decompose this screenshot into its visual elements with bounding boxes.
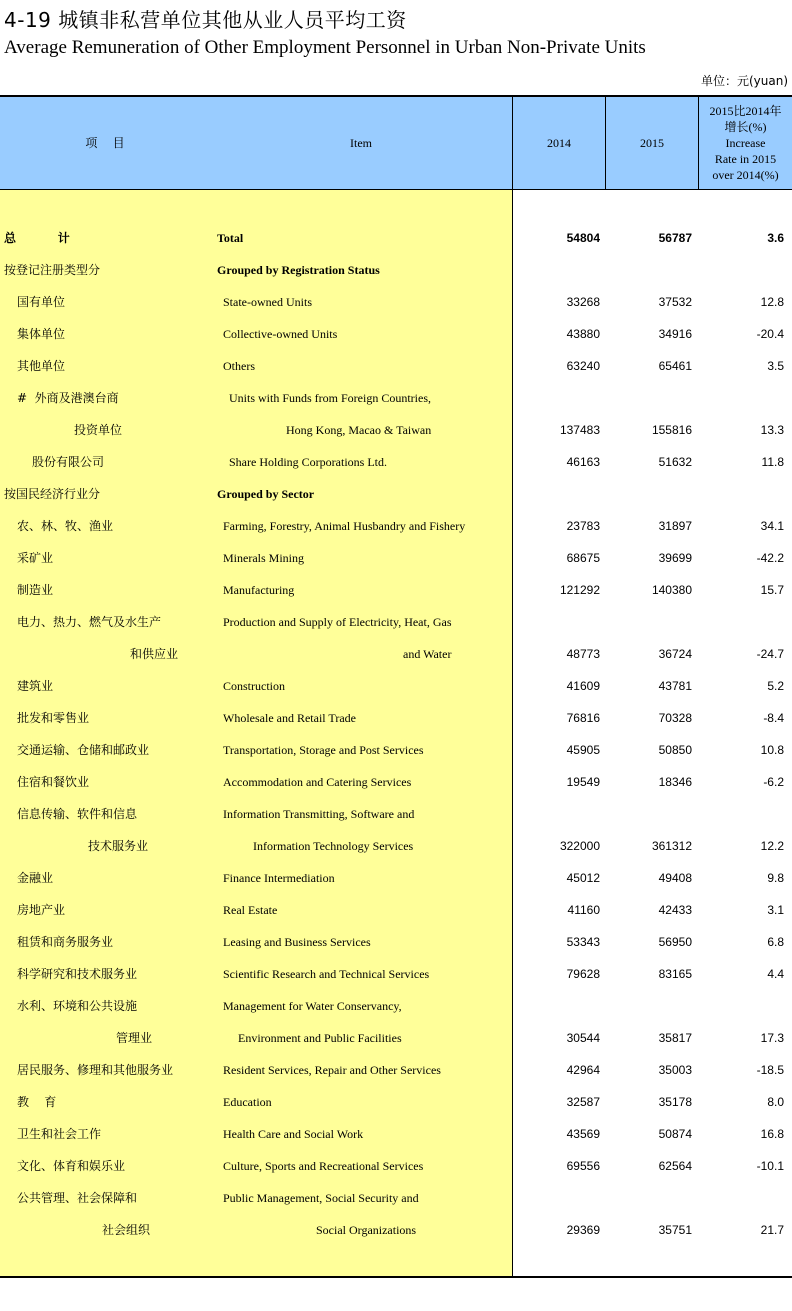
row-label-cn: 股份有限公司 xyxy=(32,455,105,469)
row-label-en: Manufacturing xyxy=(223,583,295,597)
row-label-en: State-owned Units xyxy=(223,295,312,309)
row-label-en: Others xyxy=(223,359,255,373)
row-label-en: Public Management, Social Security and xyxy=(223,1191,419,1205)
value-growth: -6.2 xyxy=(763,775,784,789)
row-label-en: Culture, Sports and Recreational Services xyxy=(223,1159,424,1173)
header-2014: 2014 xyxy=(547,136,571,150)
value-2015: 50874 xyxy=(658,1127,692,1141)
value-2014: 42964 xyxy=(566,1063,600,1077)
row-label-cn: 科学研究和技术服务业 xyxy=(17,967,138,981)
value-growth: -18.5 xyxy=(756,1063,784,1077)
value-2015: 42433 xyxy=(658,903,692,917)
table-row xyxy=(0,382,792,414)
row-label-en: Units with Funds from Foreign Countries, xyxy=(229,391,432,405)
value-growth: 9.8 xyxy=(767,871,784,885)
row-label-en: Leasing and Business Services xyxy=(223,935,371,949)
table-row xyxy=(0,574,792,606)
header-growth-line5: over 2014(%) xyxy=(712,168,779,182)
value-2015: 50850 xyxy=(658,743,692,757)
value-2014: 32587 xyxy=(566,1095,600,1109)
row-label-cn: 水利、环境和公共设施 xyxy=(17,999,138,1013)
value-2014: 137483 xyxy=(559,423,600,437)
table-row xyxy=(0,446,792,478)
table-row xyxy=(0,542,792,574)
table-header xyxy=(0,97,792,190)
table-row xyxy=(0,894,792,926)
row-label-cn: 信息传输、软件和信息 xyxy=(17,807,138,821)
table-row xyxy=(0,766,792,798)
table-row xyxy=(0,670,792,702)
table-row xyxy=(0,1054,792,1086)
value-2015: 140380 xyxy=(651,583,692,597)
value-2014: 121292 xyxy=(559,583,600,597)
value-2015: 56787 xyxy=(658,231,692,245)
value-2015: 49408 xyxy=(658,871,692,885)
value-2014: 19549 xyxy=(566,775,600,789)
value-growth: 17.3 xyxy=(760,1031,784,1045)
value-2014: 33268 xyxy=(566,295,600,309)
table-row xyxy=(0,862,792,894)
value-2015: 39699 xyxy=(658,551,692,565)
value-2015: 35178 xyxy=(658,1095,692,1109)
value-growth: 12.8 xyxy=(760,295,784,309)
row-label-cn: 公共管理、社会保障和 xyxy=(17,1191,138,1205)
bottom-rule xyxy=(0,1276,792,1278)
value-2015: 31897 xyxy=(658,519,692,533)
value-2014: 45905 xyxy=(566,743,600,757)
table-row xyxy=(0,926,792,958)
value-2014: 54804 xyxy=(566,231,600,245)
row-label-en: Real Estate xyxy=(223,903,278,917)
value-growth: -24.7 xyxy=(756,647,784,661)
value-2014: 69556 xyxy=(566,1159,600,1173)
row-label-cn: 社会组织 xyxy=(102,1223,151,1237)
value-growth: -20.4 xyxy=(756,327,784,341)
value-2014: 48773 xyxy=(566,647,600,661)
row-label-cn: 批发和零售业 xyxy=(17,711,90,725)
value-2015: 65461 xyxy=(658,359,692,373)
value-2014: 322000 xyxy=(559,839,600,853)
table-row xyxy=(0,318,792,350)
value-growth: 34.1 xyxy=(760,519,784,533)
value-growth: -42.2 xyxy=(756,551,784,565)
row-label-en: and Water xyxy=(403,647,452,661)
row-label-en: Information Technology Services xyxy=(253,839,414,853)
header-growth-line1: 2015比2014年 xyxy=(709,104,782,118)
row-label-en: Management for Water Conservancy, xyxy=(223,999,402,1013)
value-2015: 62564 xyxy=(658,1159,692,1173)
value-2015: 37532 xyxy=(658,295,692,309)
value-2015: 43781 xyxy=(658,679,692,693)
value-growth: 4.4 xyxy=(767,967,784,981)
table-row xyxy=(0,958,792,990)
value-growth: 3.1 xyxy=(767,903,784,917)
row-label-en: Transportation, Storage and Post Services xyxy=(223,743,424,757)
table-row xyxy=(0,990,792,1022)
header-item-en: Item xyxy=(350,136,372,150)
value-2015: 83165 xyxy=(658,967,692,981)
value-2015: 51632 xyxy=(658,455,692,469)
value-growth: 13.3 xyxy=(760,423,784,437)
header-growth-line3: Increase xyxy=(725,136,766,150)
value-2014: 68675 xyxy=(566,551,600,565)
value-growth: -10.1 xyxy=(756,1159,784,1173)
row-label-cn: 居民服务、修理和其他服务业 xyxy=(17,1063,174,1077)
value-2014: 79628 xyxy=(566,967,600,981)
row-label-cn: 卫生和社会工作 xyxy=(17,1127,102,1141)
row-label-cn: 制造业 xyxy=(17,583,54,597)
row-label-en: Social Organizations xyxy=(316,1223,417,1237)
table-title-chinese: 4-19 城镇非私营单位其他从业人员平均工资 xyxy=(4,8,407,32)
value-growth: 12.2 xyxy=(760,839,784,853)
row-label-cn: 房地产业 xyxy=(17,903,66,917)
value-growth: -8.4 xyxy=(763,711,784,725)
header-2015: 2015 xyxy=(640,136,664,150)
row-label-cn: 集体单位 xyxy=(17,327,66,341)
header-divider xyxy=(605,97,606,190)
row-label-cn: 农、林、牧、渔业 xyxy=(17,519,114,533)
table-row xyxy=(0,222,792,254)
value-2014: 43880 xyxy=(566,327,600,341)
row-label-cn: 住宿和餐饮业 xyxy=(17,775,90,789)
row-label-en: Collective-owned Units xyxy=(223,327,338,341)
row-label-cn: 国有单位 xyxy=(17,295,66,309)
value-2015: 36724 xyxy=(658,647,692,661)
table-row xyxy=(0,414,792,446)
value-2015: 155816 xyxy=(651,423,692,437)
value-2014: 53343 xyxy=(566,935,600,949)
row-label-cn: 电力、热力、燃气及水生产 xyxy=(17,615,162,629)
row-label-cn: # 外商及港澳台商 xyxy=(17,391,119,405)
row-label-en: Health Care and Social Work xyxy=(223,1127,364,1141)
row-label-en: Farming, Forestry, Animal Husbandry and Fishery xyxy=(223,519,466,533)
header-growth-line4: Rate in 2015 xyxy=(714,152,777,166)
table-row xyxy=(0,1086,792,1118)
table-row xyxy=(0,1150,792,1182)
header-divider xyxy=(698,97,699,190)
table-row xyxy=(0,1182,792,1214)
row-label-en: Share Holding Corporations Ltd. xyxy=(229,455,387,469)
row-label-en: Production and Supply of Electricity, Heat, Gas xyxy=(223,615,452,629)
value-growth: 5.2 xyxy=(767,679,784,693)
row-label-cn: 管理业 xyxy=(116,1031,153,1045)
value-2015: 70328 xyxy=(658,711,692,725)
value-2014: 63240 xyxy=(566,359,600,373)
value-2014: 41609 xyxy=(566,679,600,693)
table-row xyxy=(0,638,792,670)
row-label-cn: 金融业 xyxy=(17,871,54,885)
row-label-cn: 建筑业 xyxy=(17,679,54,693)
row-label-cn: 文化、体育和娱乐业 xyxy=(17,1159,126,1173)
table-row xyxy=(0,606,792,638)
value-2015: 35003 xyxy=(658,1063,692,1077)
row-label-cn: 技术服务业 xyxy=(88,839,149,853)
unit-label: 单位：元(yuan) xyxy=(700,74,788,88)
row-label-cn: 教 育 xyxy=(17,1095,57,1109)
row-label-cn: 租赁和商务服务业 xyxy=(17,935,114,949)
row-label-cn: 采矿业 xyxy=(17,551,54,565)
value-2015: 34916 xyxy=(658,327,692,341)
row-label-en: Construction xyxy=(223,679,285,693)
row-label-cn: 其他单位 xyxy=(17,359,66,373)
table-row xyxy=(0,254,792,286)
table-title-english: Average Remuneration of Other Employment Personnel in Urban Non-Private Units xyxy=(4,37,646,58)
row-label-en: Accommodation and Catering Services xyxy=(223,775,412,789)
table-row xyxy=(0,286,792,318)
table-row xyxy=(0,510,792,542)
table-row xyxy=(0,1214,792,1246)
table-row xyxy=(0,830,792,862)
value-growth: 6.8 xyxy=(767,935,784,949)
header-item-cn: 项 目 xyxy=(85,136,125,150)
value-2015: 361312 xyxy=(651,839,692,853)
value-2014: 43569 xyxy=(566,1127,600,1141)
value-growth: 16.8 xyxy=(760,1127,784,1141)
row-label-en: Minerals Mining xyxy=(223,551,304,565)
table-row xyxy=(0,702,792,734)
value-2015: 35751 xyxy=(658,1223,692,1237)
row-label-cn: 投资单位 xyxy=(74,423,123,437)
table-row xyxy=(0,1118,792,1150)
row-label-en: Resident Services, Repair and Other Services xyxy=(223,1063,441,1077)
value-2014: 23783 xyxy=(566,519,600,533)
value-2015: 18346 xyxy=(658,775,692,789)
row-label-en: Grouped by Registration Status xyxy=(217,263,380,277)
value-2014: 30544 xyxy=(566,1031,600,1045)
value-2014: 41160 xyxy=(567,903,600,917)
row-label-en: Environment and Public Facilities xyxy=(238,1031,402,1045)
row-label-en: Wholesale and Retail Trade xyxy=(223,711,356,725)
value-2015: 56950 xyxy=(658,935,692,949)
table-row xyxy=(0,1022,792,1054)
value-growth: 3.5 xyxy=(767,359,784,373)
value-2014: 29369 xyxy=(566,1223,600,1237)
value-2014: 45012 xyxy=(566,871,600,885)
row-label-cn: 按登记注册类型分 xyxy=(4,263,101,277)
row-label-cn: 交通运输、仓储和邮政业 xyxy=(17,743,150,757)
header-growth xyxy=(699,97,792,189)
value-growth: 3.6 xyxy=(767,231,784,245)
table-row xyxy=(0,798,792,830)
value-2014: 76816 xyxy=(566,711,600,725)
row-label-en: Education xyxy=(223,1095,272,1109)
row-label-cn: 按国民经济行业分 xyxy=(4,487,101,501)
row-label-en: Grouped by Sector xyxy=(217,487,315,501)
header-growth-line2: 增长(%) xyxy=(724,120,767,134)
row-label-en: Information Transmitting, Software and xyxy=(223,807,415,821)
value-growth: 15.7 xyxy=(760,583,784,597)
table-row xyxy=(0,478,792,510)
value-2015: 35817 xyxy=(658,1031,692,1045)
value-2014: 46163 xyxy=(566,455,600,469)
row-label-en: Total xyxy=(217,231,244,245)
row-label-cn: 总 计 xyxy=(4,231,70,245)
row-label-en: Scientific Research and Technical Services xyxy=(223,967,430,981)
row-label-cn: 和供应业 xyxy=(130,647,179,661)
table-row xyxy=(0,350,792,382)
row-label-en: Finance Intermediation xyxy=(223,871,335,885)
value-growth: 10.8 xyxy=(760,743,784,757)
value-growth: 21.7 xyxy=(760,1223,784,1237)
table-row xyxy=(0,734,792,766)
value-growth: 8.0 xyxy=(767,1095,784,1109)
value-growth: 11.8 xyxy=(761,455,784,469)
row-label-en: Hong Kong, Macao & Taiwan xyxy=(286,423,432,437)
